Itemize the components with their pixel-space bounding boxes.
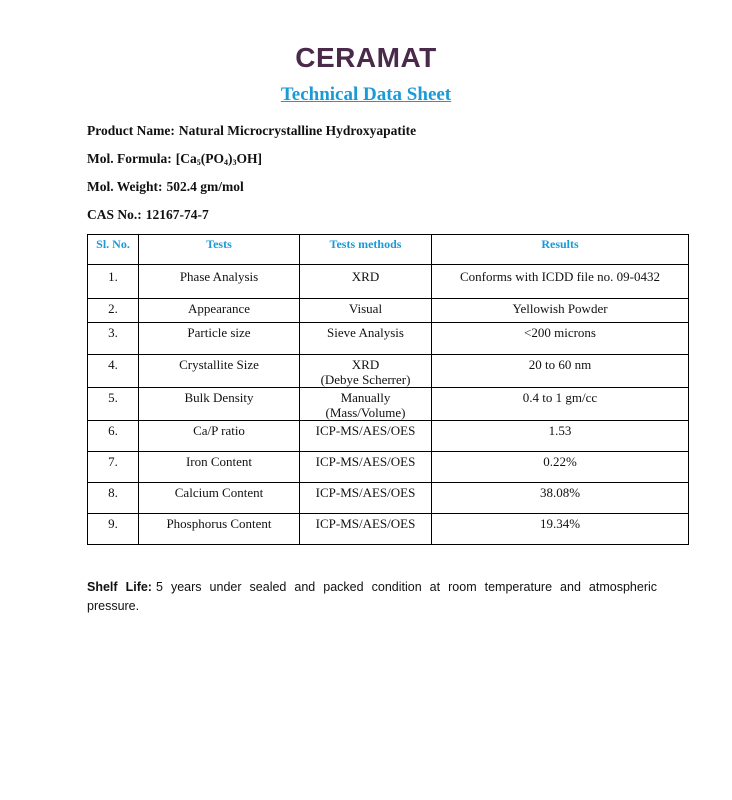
document-title: Technical Data Sheet: [280, 84, 452, 105]
cell-test: Appearance: [139, 299, 300, 323]
table-row: [88, 421, 689, 452]
cell-sl-no: 8.: [88, 483, 139, 514]
cell-test: Particle size: [139, 323, 300, 355]
cell-sl-no: 6.: [88, 421, 139, 452]
cell-result: Conforms with ICDD file no. 09-0432: [432, 265, 689, 299]
product-name-label: Product Name:: [87, 123, 175, 138]
cell-sl-no: 3.: [88, 323, 139, 355]
table-row: [88, 388, 689, 421]
cell-test: Ca/P ratio: [139, 421, 300, 452]
cell-method: ICP-MS/AES/OES: [300, 514, 432, 545]
cell-result: Yellowish Powder: [432, 299, 689, 323]
header-tests: Tests: [139, 235, 300, 265]
shelf-life-paragraph: [87, 578, 657, 616]
table-row: [88, 265, 689, 299]
cell-sl-no: 4.: [88, 355, 139, 388]
cell-method: ICP-MS/AES/OES: [300, 483, 432, 514]
table-row: [88, 355, 689, 388]
mol-weight-value: 502.4 gm/mol: [166, 179, 244, 194]
table-row: [88, 452, 689, 483]
cell-result: 1.53: [432, 421, 689, 452]
cell-result: <200 microns: [432, 323, 689, 355]
shelf-life-text: 5 years under sealed and packed condition at room temperature and atmospheric pressure.: [87, 580, 658, 613]
mol-formula-value: $[Ca_5(PO_4)_3OH]$: [175, 151, 262, 167]
cell-sl-no: 9.: [88, 514, 139, 545]
mol-weight-line: [87, 179, 244, 195]
mol-formula-label: Mol. Formula:: [87, 151, 172, 166]
header-test-methods: Tests methods: [300, 235, 432, 265]
cell-result: 0.4 to 1 gm/cc: [432, 388, 689, 421]
cas-number-value: 12167-74-7: [145, 207, 209, 222]
cell-method: XRD: [300, 265, 432, 299]
table-row: [88, 514, 689, 545]
table-row: [88, 483, 689, 514]
header-sl-no: Sl. No.: [88, 235, 139, 265]
cell-method: XRD (Debye Scherrer): [300, 355, 432, 388]
cell-method: Visual: [300, 299, 432, 323]
cas-number-line: [87, 207, 209, 223]
cell-test: Crystallite Size: [139, 355, 300, 388]
mol-formula-line: [87, 151, 262, 167]
table-row: [88, 299, 689, 323]
cell-method: Manually (Mass/Volume): [300, 388, 432, 421]
cell-method: ICP-MS/AES/OES: [300, 452, 432, 483]
table-row: [88, 323, 689, 355]
cell-sl-no: 1.: [88, 265, 139, 299]
cell-method: Sieve Analysis: [300, 323, 432, 355]
cas-number-label: CAS No.:: [87, 207, 142, 222]
cell-result: 20 to 60 nm: [432, 355, 689, 388]
product-name-value: Natural Microcrystalline Hydroxyapatite: [178, 123, 417, 138]
cell-method: ICP-MS/AES/OES: [300, 421, 432, 452]
cell-sl-no: 2.: [88, 299, 139, 323]
cell-result: 19.34%: [432, 514, 689, 545]
cell-test: Iron Content: [139, 452, 300, 483]
test-results-table: [87, 234, 689, 545]
header-results: Results: [432, 235, 689, 265]
cell-sl-no: 5.: [88, 388, 139, 421]
ceramat-logo: CERAMAT: [295, 42, 437, 73]
product-name-line: [87, 123, 416, 139]
shelf-life-label: Shelf Life:: [87, 580, 152, 594]
cell-test: Bulk Density: [139, 388, 300, 421]
table-header-row: [88, 235, 689, 265]
cell-test: Calcium Content: [139, 483, 300, 514]
cell-result: 0.22%: [432, 452, 689, 483]
cell-result: 38.08%: [432, 483, 689, 514]
cell-test: Phosphorus Content: [139, 514, 300, 545]
cell-test: Phase Analysis: [139, 265, 300, 299]
cell-sl-no: 7.: [88, 452, 139, 483]
mol-weight-label: Mol. Weight:: [87, 179, 163, 194]
